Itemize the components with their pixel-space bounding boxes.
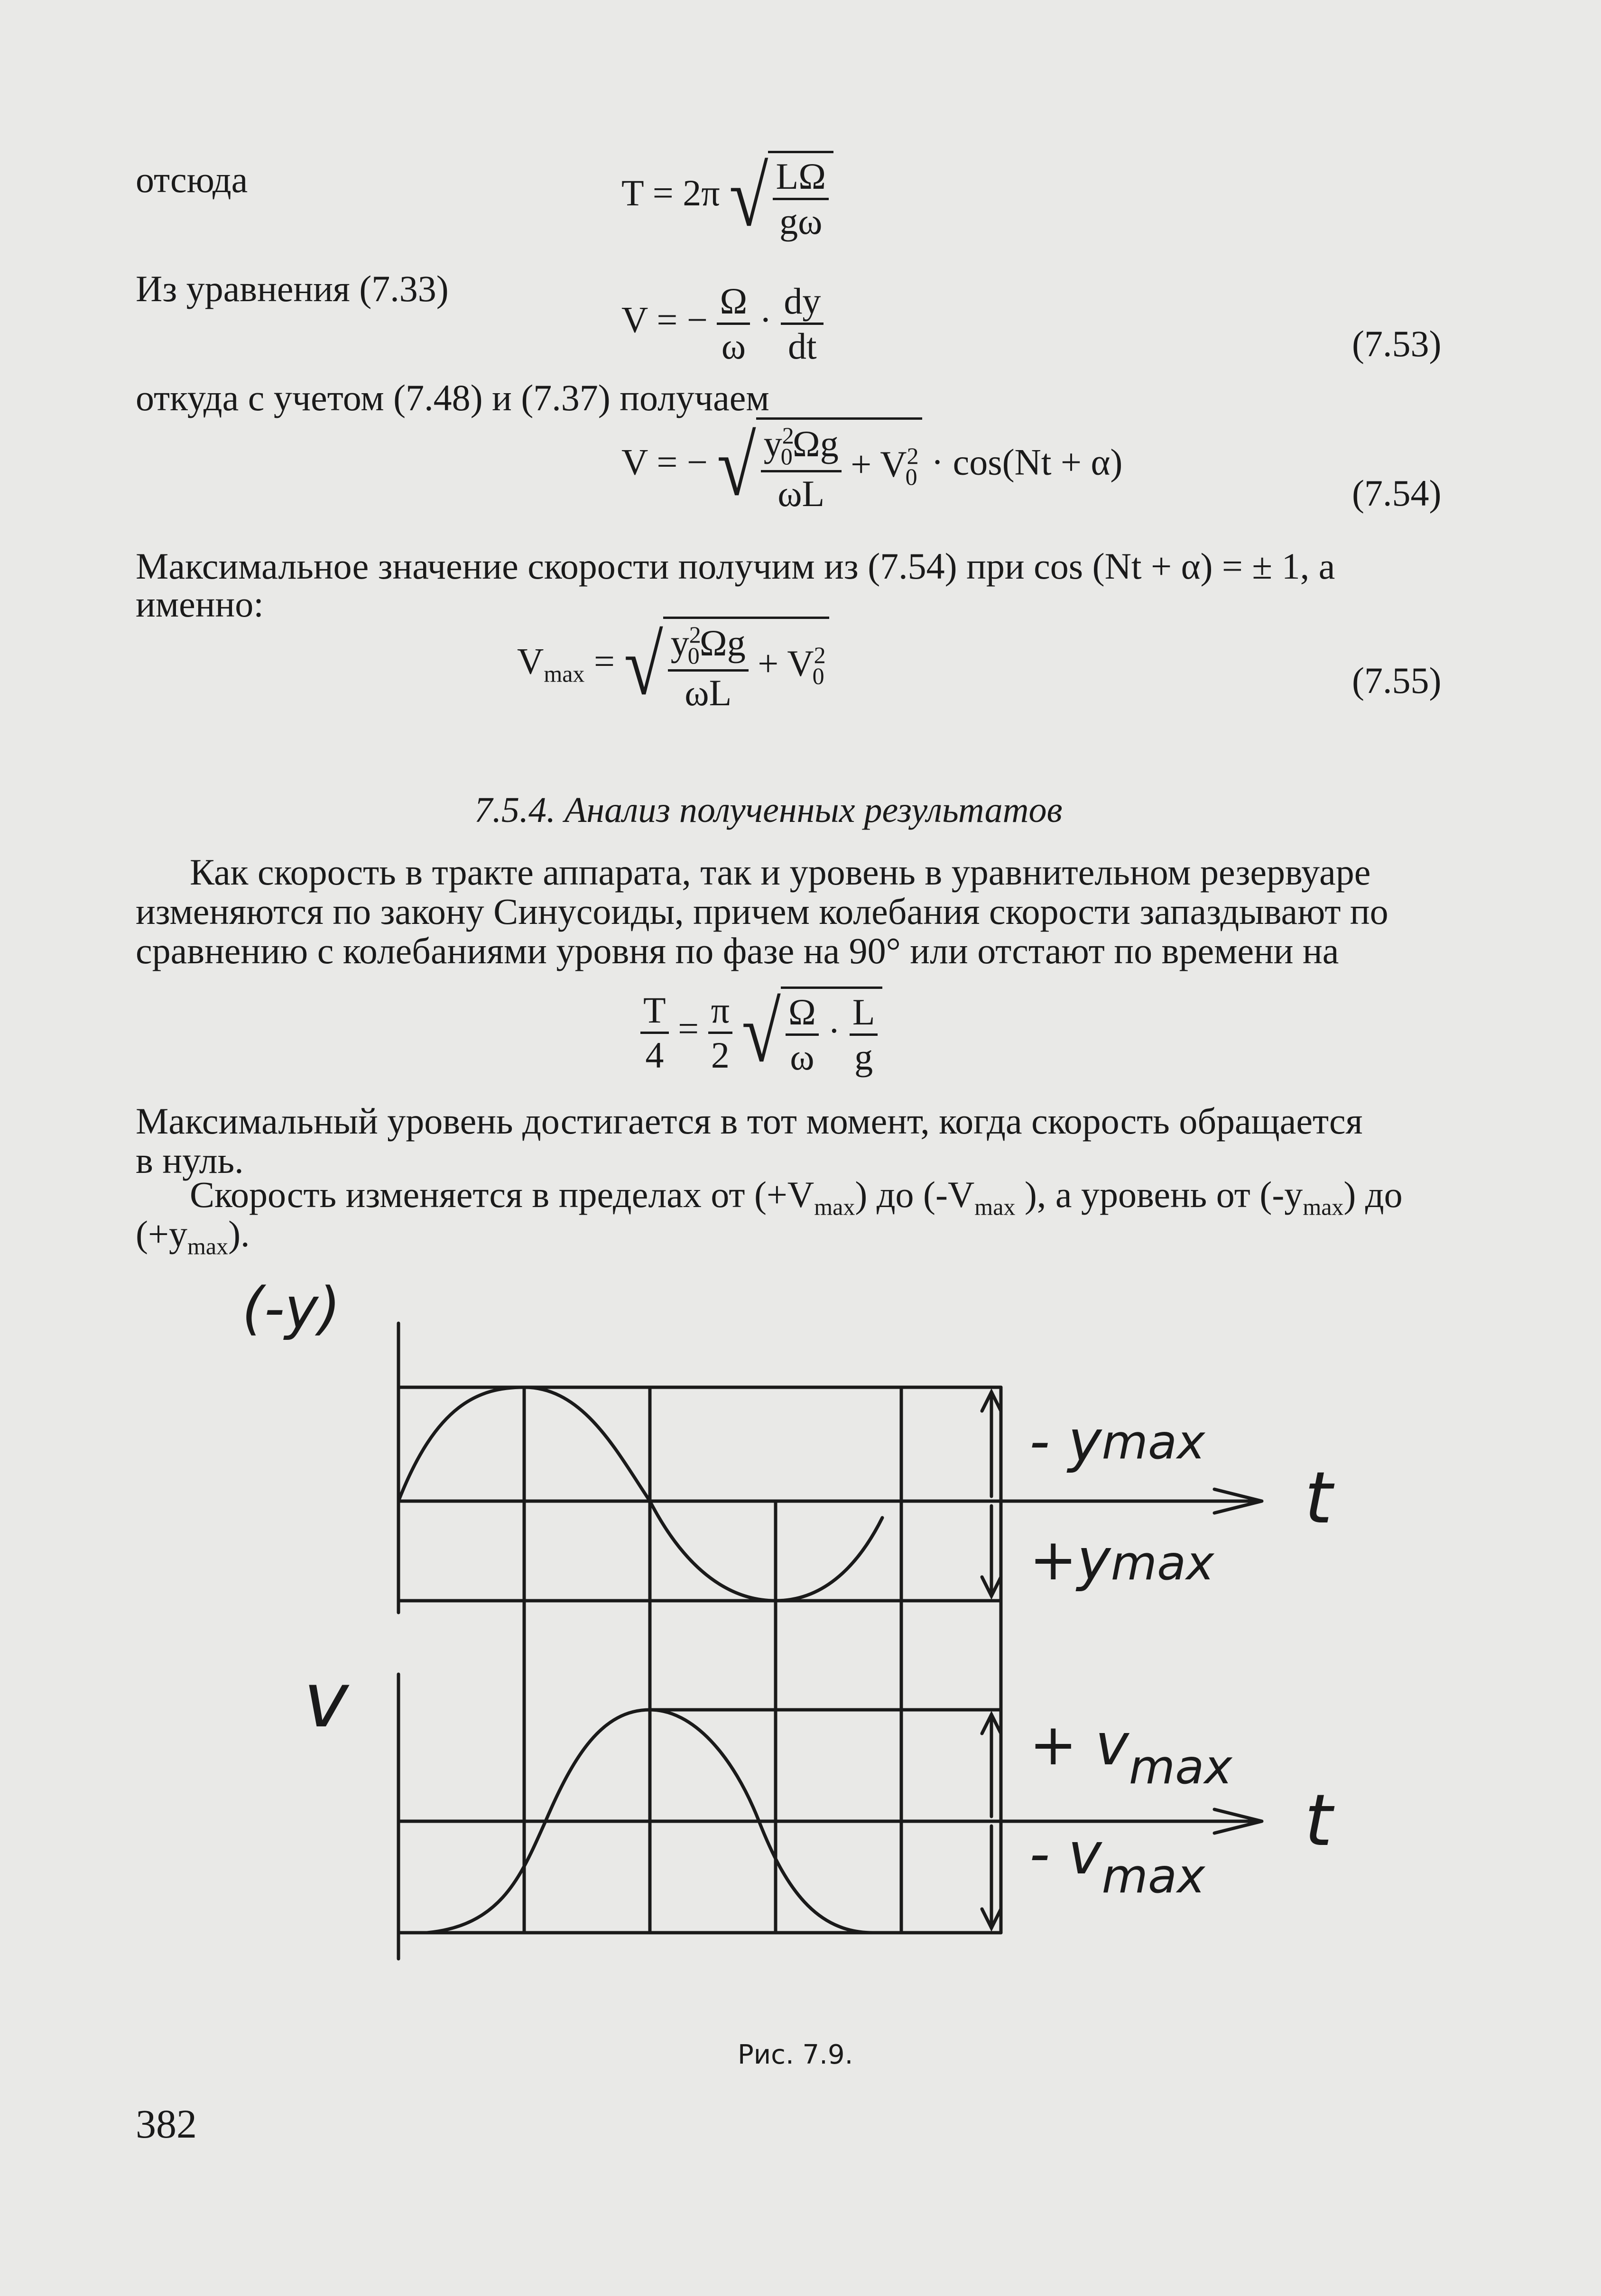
label-minus-ymax xyxy=(1029,1409,1206,1475)
eq753-dot: · xyxy=(759,299,772,341)
eq754-y-sub: 0 xyxy=(780,443,793,470)
figure-caption: Рис. 7.9. xyxy=(738,2039,853,2070)
tq-num3: Ω xyxy=(786,991,819,1036)
eq754-v-sub: 0 xyxy=(905,463,917,490)
eq754-plus-v: + V xyxy=(851,443,907,485)
eq755-equals: = xyxy=(593,640,615,682)
label-t-lower: t xyxy=(1305,1780,1333,1862)
eq753-num2: dy xyxy=(781,280,824,325)
sub-max-1: max xyxy=(814,1193,855,1220)
plus-ymax-y: +y xyxy=(1029,1527,1111,1593)
p3-part-d: ) до xyxy=(1343,1174,1403,1215)
p2-line2: в нуль. xyxy=(136,1140,244,1181)
eq-number-7-53: (7.53) xyxy=(1352,323,1442,364)
tq-den2: 2 xyxy=(711,1034,730,1076)
plus-ymax-sub: max xyxy=(1111,1535,1214,1591)
p3-part-b: ) до (-V xyxy=(855,1174,975,1215)
eq754-v-sup: 2 xyxy=(907,443,919,470)
tq-dot: · xyxy=(828,1010,841,1051)
label-t-upper: t xyxy=(1305,1457,1333,1540)
eq755-num-rest: Ωg xyxy=(699,622,746,664)
p1-line3: сравнению с колебаниями уровня по фазе на 90° или отстают по времени на xyxy=(136,930,1339,971)
eq754-den: ωL xyxy=(777,472,825,514)
eq755-lhs: V xyxy=(517,640,544,682)
eq755-y-sub: 0 xyxy=(687,642,700,669)
eq755-plus-v: + V xyxy=(758,643,814,684)
word-otsyuda: отсюда xyxy=(136,159,248,200)
label-v: v xyxy=(304,1656,349,1744)
eq753-den1: ω xyxy=(721,325,746,367)
p4-part-b: ). xyxy=(228,1213,250,1254)
p1-line1: Как скорость в тракте аппарата, так и уровень в уравнительном резервуаре xyxy=(190,851,1371,893)
sqrt-sign: √ xyxy=(729,149,768,244)
tq-equals: = xyxy=(678,1007,699,1049)
sqrt-sign: √ xyxy=(624,618,663,713)
eq753-num1: Ω xyxy=(717,280,750,325)
eq755-lhs-sub: max xyxy=(544,660,585,687)
tq-den1: 4 xyxy=(645,1034,664,1076)
eq754-num-rest: Ωg xyxy=(792,423,839,464)
eq754-cos: · cos(Nt + α) xyxy=(931,441,1123,483)
sub-max-2: max xyxy=(974,1193,1016,1220)
sub-max-4: max xyxy=(187,1233,229,1260)
p2-line1: Максимальный уровень достигается в тот момент, когда скорость обращается xyxy=(136,1100,1363,1142)
eq754-lhs: V = − xyxy=(621,441,708,483)
text-max-line2: именно: xyxy=(136,583,264,625)
tq-num1: T xyxy=(640,989,669,1034)
minus-vmax-sub: max xyxy=(1101,1848,1205,1904)
text-otkuda: откуда с учетом (7.48) и (7.37) получаем xyxy=(136,377,769,418)
eq755-y-sup: 2 xyxy=(689,621,701,648)
text-iz-uravneniya: Из уравнения (7.33) xyxy=(136,268,449,309)
sqrt-sign: √ xyxy=(717,419,756,514)
tq-num2: π xyxy=(708,989,732,1034)
plus-vmax-sub: max xyxy=(1129,1739,1232,1795)
tq-num4: L xyxy=(850,991,878,1036)
eq754-y: y xyxy=(763,423,782,464)
tq-den3: ω xyxy=(790,1036,814,1078)
p1-line2: изменяются по закону Синусоиды, причем колебания скорости запаздывают по xyxy=(136,891,1388,932)
eq755-v-sub: 0 xyxy=(812,662,824,689)
minus-ymax-sub: max xyxy=(1101,1414,1205,1470)
p3-part-c: ), а уровень от (-y xyxy=(1015,1174,1303,1215)
eq755-den: ωL xyxy=(685,672,732,713)
p3-part-a: Скорость изменяется в пределах от (+V xyxy=(190,1174,814,1215)
eq-number-7-54: (7.54) xyxy=(1352,472,1442,514)
eq-T-lhs: T = 2π xyxy=(621,172,720,213)
eq753-den2: dt xyxy=(788,325,817,367)
eq-T-den: gω xyxy=(779,201,823,242)
minus-vmax-v: - v xyxy=(1029,1821,1102,1887)
level-curve xyxy=(398,1387,882,1601)
p4-part-a: (+y xyxy=(136,1213,187,1254)
text-max-line1: Максимальное значение скорости получим из (7.54) при cos (Nt + α) = ± 1, а xyxy=(136,545,1335,587)
eq755-v-sup: 2 xyxy=(814,642,826,669)
label-minus-vmax xyxy=(1029,1821,1206,1904)
eq-T-num: LΩ xyxy=(773,155,829,200)
eq755-y: y xyxy=(670,622,689,664)
eq-number-7-55: (7.55) xyxy=(1352,660,1442,701)
eq754-y-sup: 2 xyxy=(782,422,794,449)
label-minus-y: (-y) xyxy=(242,1276,341,1342)
minus-ymax-y: - y xyxy=(1029,1409,1102,1475)
sub-max-3: max xyxy=(1303,1193,1344,1220)
plus-vmax-v: + v xyxy=(1029,1712,1129,1778)
eq753-lhs: V = − xyxy=(621,299,708,341)
tq-den4: g xyxy=(854,1036,873,1078)
section-title: 7.5.4. Анализ полученных результатов xyxy=(474,790,1063,830)
label-plus-ymax xyxy=(1029,1527,1215,1593)
label-plus-vmax xyxy=(1029,1712,1233,1795)
page-number: 382 xyxy=(136,2101,197,2147)
sqrt-sign: √ xyxy=(741,985,781,1080)
